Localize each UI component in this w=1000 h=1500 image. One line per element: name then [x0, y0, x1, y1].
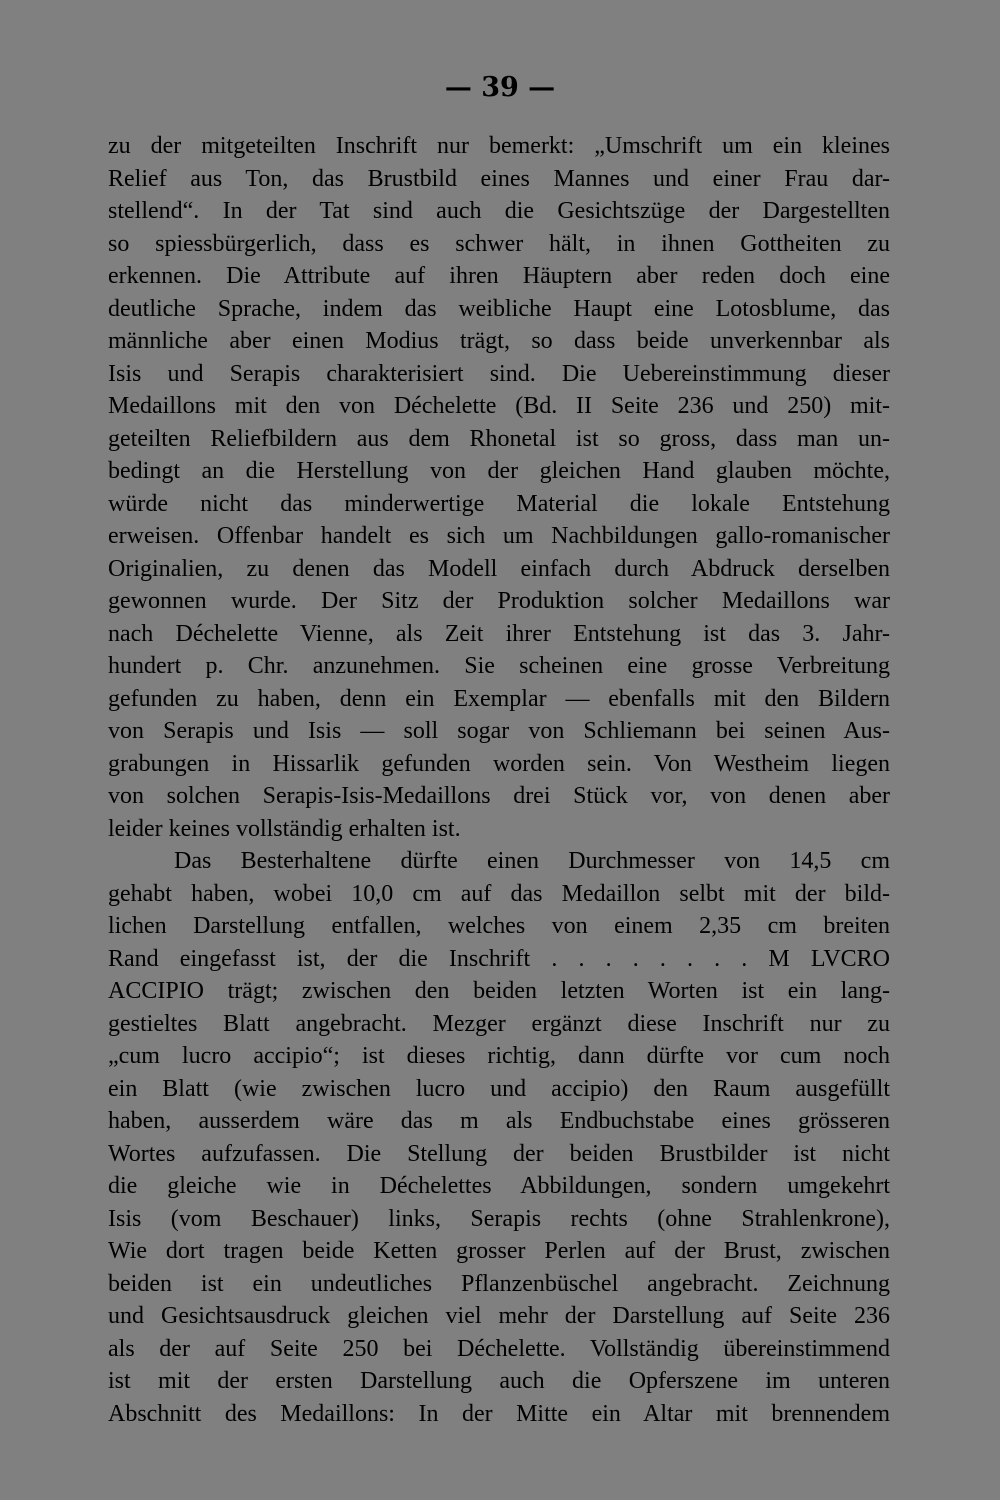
text-line: und Gesichtsausdruck gleichen viel mehr der Darstellung auf Seite 236	[108, 1303, 890, 1329]
text-line: Wortes aufzufassen. Die Stellung der beiden Brustbilder ist nicht	[108, 1140, 890, 1167]
text-line: Relief aus Ton, das Brustbild eines Mannes und einer Frau dar-	[108, 165, 890, 192]
text-line: leider keines vollständig erhalten ist.	[108, 815, 461, 842]
text-line: so spiessbürgerlich, dass es schwer hält, in ihnen Gottheiten zu	[108, 230, 890, 257]
text-line: Abschnitt des Medaillons: In der Mitte ein Altar mit brennendem	[108, 1400, 890, 1427]
text-line: „cum lucro accipio“; ist dieses richtig, dann dürfte vor cum noch	[108, 1043, 890, 1069]
text-line: die gleiche wie in Déchelettes Abbildungen, sondern umgekehrt	[108, 1173, 890, 1199]
text-line: gestieltes Blatt angebracht. Mezger ergänzt diese Inschrift nur zu	[108, 1010, 890, 1037]
text-line: gewonnen wurde. Der Sitz der Produktion solcher Medaillons war	[108, 588, 890, 614]
text-line: von solchen Serapis-Isis-Medaillons drei Stück vor, von denen aber	[108, 783, 890, 809]
text-line: männliche aber einen Modius trägt, so dass beide unverkennbar als	[108, 328, 890, 354]
text-line: würde nicht das minderwertige Material die lokale Entstehung	[108, 490, 890, 517]
text-line: geteilten Reliefbildern aus dem Rhonetal ist so gross, dass man un-	[108, 425, 890, 452]
text-line: ist mit der ersten Darstellung auch die Opferszene im unteren	[108, 1368, 890, 1394]
text-line: erweisen. Offenbar handelt es sich um Nachbildungen gallo-romanischer	[108, 523, 890, 549]
text-line: hundert p. Chr. anzunehmen. Sie scheinen eine grosse Verbreitung	[108, 653, 890, 679]
text-line: Isis (vom Beschauer) links, Serapis rechts (ohne Strahlenkrone),	[108, 1205, 890, 1232]
text-line: Wie dort tragen beide Ketten grosser Perlen auf der Brust, zwischen	[108, 1238, 890, 1264]
text-line: erkennen. Die Attribute auf ihren Häuptern aber reden doch eine	[108, 263, 890, 289]
text-line: deutliche Sprache, indem das weibliche Haupt eine Lotosblume, das	[108, 295, 890, 322]
text-line: stellend“. In der Tat sind auch die Gesichtszüge der Dargestellten	[108, 198, 890, 224]
text-line: bedingt an die Herstellung von der gleichen Hand glauben möchte,	[108, 458, 890, 484]
text-line: Originalien, zu denen das Modell einfach durch Abdruck derselben	[108, 555, 890, 582]
text-line: als der auf Seite 250 bei Déchelette. Vollständig übereinstimmend	[108, 1335, 890, 1362]
text-line: Isis und Serapis charakterisiert sind. Die Uebereinstimmung dieser	[108, 360, 890, 387]
paragraph-first-line: Das Besterhaltene dürfte einen Durchmesser von 14,5 cm	[174, 848, 890, 874]
text-line: Rand eingefasst ist, der die Inschrift . . . . . . . . M LVCRO	[108, 945, 890, 972]
text-line: ein Blatt (wie zwischen lucro und accipio) den Raum ausgefüllt	[108, 1075, 890, 1102]
text-line: gehabt haben, wobei 10,0 cm auf das Medaillon selbt mit der bild-	[108, 880, 890, 907]
text-line: haben, ausserdem wäre das m als Endbuchstabe eines grösseren	[108, 1108, 890, 1134]
text-line: lichen Darstellung entfallen, welches von einem 2,35 cm breiten	[108, 913, 890, 939]
text-line: Medaillons mit den von Déchelette (Bd. II Seite 236 und 250) mit-	[108, 393, 890, 419]
body-text	[108, 130, 890, 1430]
text-line: von Serapis und Isis — soll sogar von Schliemann bei seinen Aus-	[108, 718, 890, 744]
text-line: beiden ist ein undeutliches Pflanzenbüschel angebracht. Zeichnung	[108, 1270, 890, 1297]
text-line: zu der mitgeteilten Inschrift nur bemerkt: „Umschrift um ein kleines	[108, 133, 890, 159]
text-line: gefunden zu haben, denn ein Exemplar — ebenfalls mit den Bildern	[108, 685, 890, 712]
page-number: — 39 —	[444, 72, 556, 103]
text-line: nach Déchelette Vienne, als Zeit ihrer Entstehung ist das 3. Jahr-	[108, 620, 890, 647]
text-line: ACCIPIO trägt; zwischen den beiden letzten Worten ist ein lang-	[108, 978, 890, 1004]
text-line: grabungen in Hissarlik gefunden worden sein. Von Westheim liegen	[108, 750, 890, 777]
